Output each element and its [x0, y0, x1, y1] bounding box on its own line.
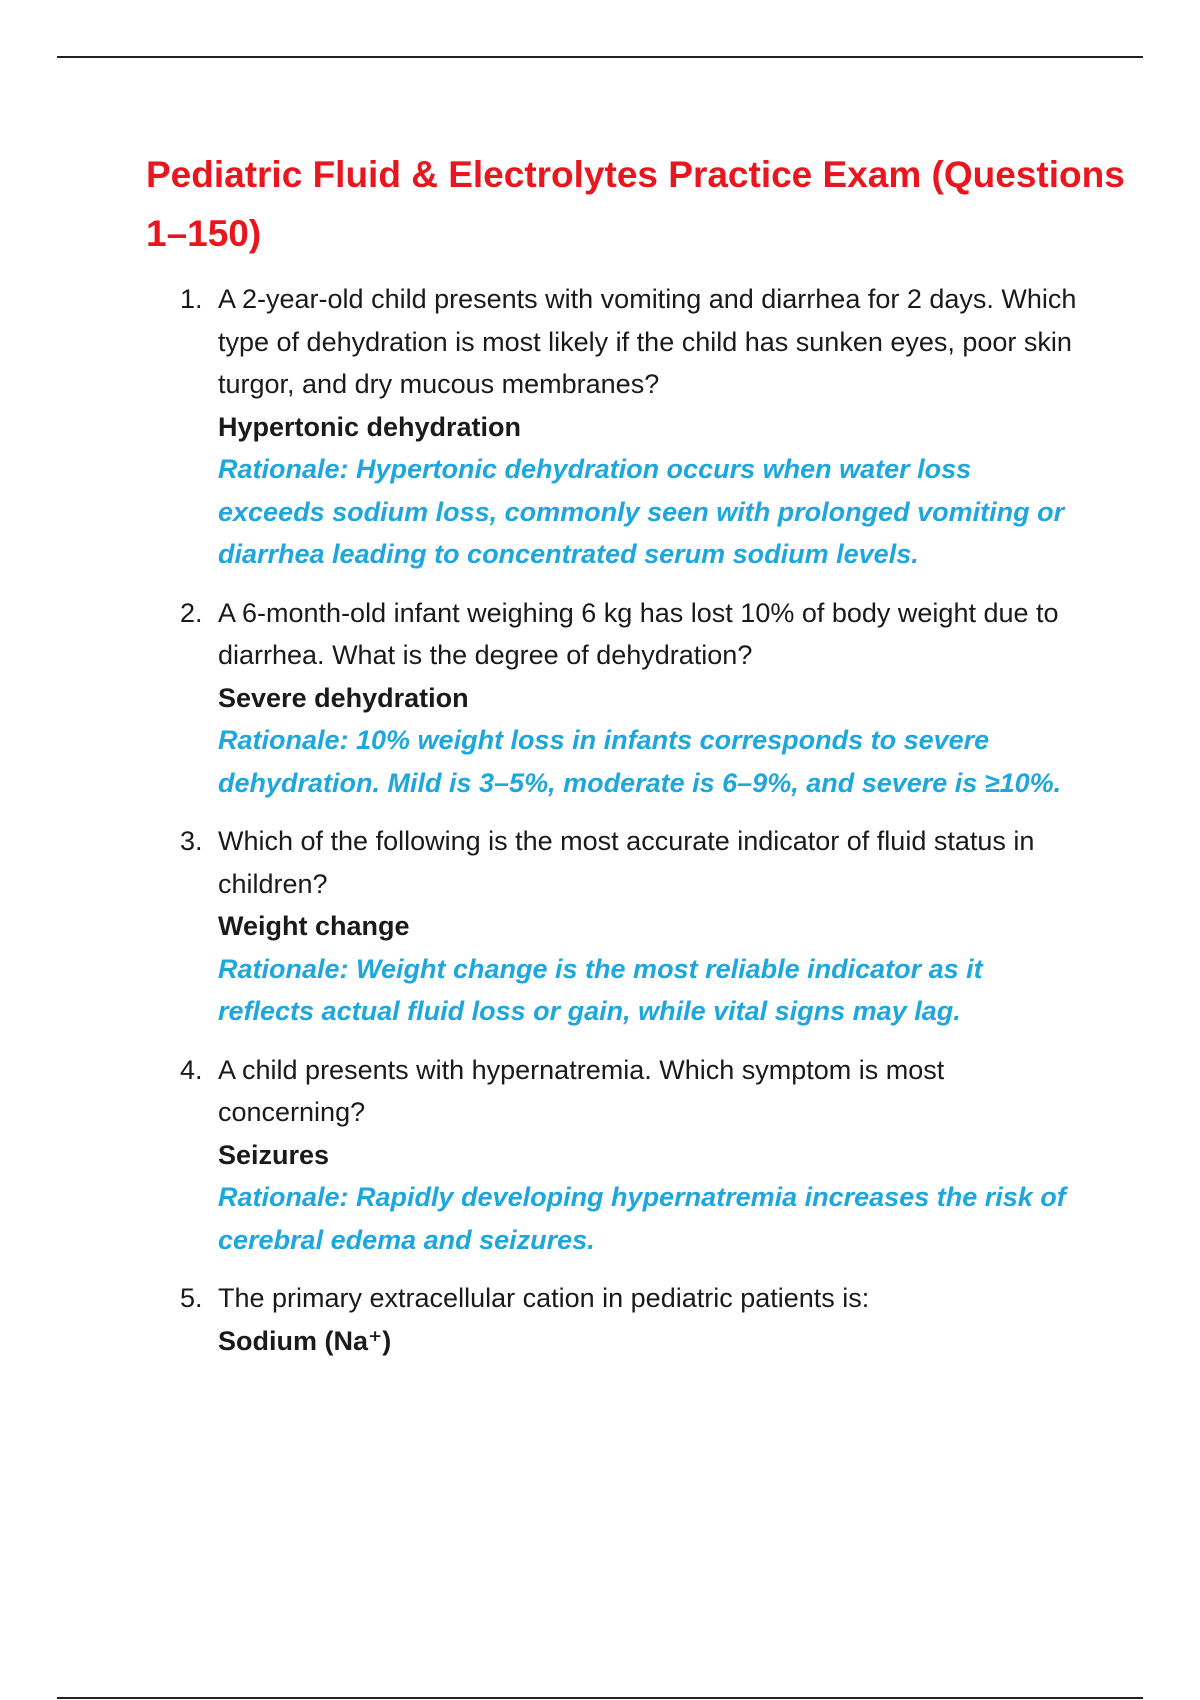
question-text: A 2-year-old child presents with vomiting and diarrhea for 2 days. Which type of dehydration is most likely if the child has sunken eyes, poor skin turgor, and dry mucous membranes?: [218, 284, 1077, 399]
question-number: 3.: [180, 826, 203, 856]
rationale-text: Rationale: 10% weight loss in infants corresponds to severe dehydration. Mild is 3–5%, moderate is 6–9%, and severe is ≥10%.: [218, 725, 1062, 798]
question-list: [0, 278, 1200, 1378]
question-number: 4.: [180, 1054, 203, 1085]
question-item-3: [0, 820, 1078, 1033]
rationale-text: Rationale: Weight change is the most reliable indicator as it reflects actual fluid loss or gain, while vital signs may lag.: [218, 953, 983, 1026]
question-text: A 6-month-old infant weighing 6 kg has lost 10% of body weight due to diarrhea. What is the degree of dehydration?: [218, 597, 1059, 670]
answer-text: Seizures: [218, 1139, 330, 1170]
question-text: A child presents with hypernatremia. Which symptom is most concerning?: [218, 1054, 945, 1127]
header-rule: [57, 56, 1143, 58]
question-number: 2.: [180, 597, 203, 628]
rationale-text: Rationale: Rapidly developing hypernatremia increases the risk of cerebral edema and seizures.: [218, 1182, 1066, 1255]
question-text: Which of the following is the most accurate indicator of fluid status in children?: [218, 826, 1035, 899]
question-item-5: [0, 1277, 1078, 1362]
question-text: The primary extracellular cation in pediatric patients is:: [218, 1283, 870, 1313]
question-number: 1.: [180, 284, 203, 314]
page-title: Pediatric Fluid & Electrolytes Practice Exam (Questions 1–150): [146, 154, 1125, 254]
question-item-4: [0, 1049, 1078, 1262]
answer-text: Weight change: [218, 911, 410, 941]
footer-rule: [57, 1697, 1143, 1699]
rationale-text: Rationale: Hypertonic dehydration occurs when water loss exceeds sodium loss, commonly seen with prolonged vomiting or diarrhea leading to concentrated serum sodium levels.: [218, 454, 1065, 569]
question-item-1: [0, 278, 1078, 576]
answer-text: Hypertonic dehydration: [218, 411, 522, 442]
answer-text: Sodium (Na⁺): [218, 1325, 392, 1356]
question-item-2: [0, 592, 1078, 805]
answer-text: Severe dehydration: [218, 682, 469, 713]
question-number: 5.: [180, 1283, 203, 1313]
